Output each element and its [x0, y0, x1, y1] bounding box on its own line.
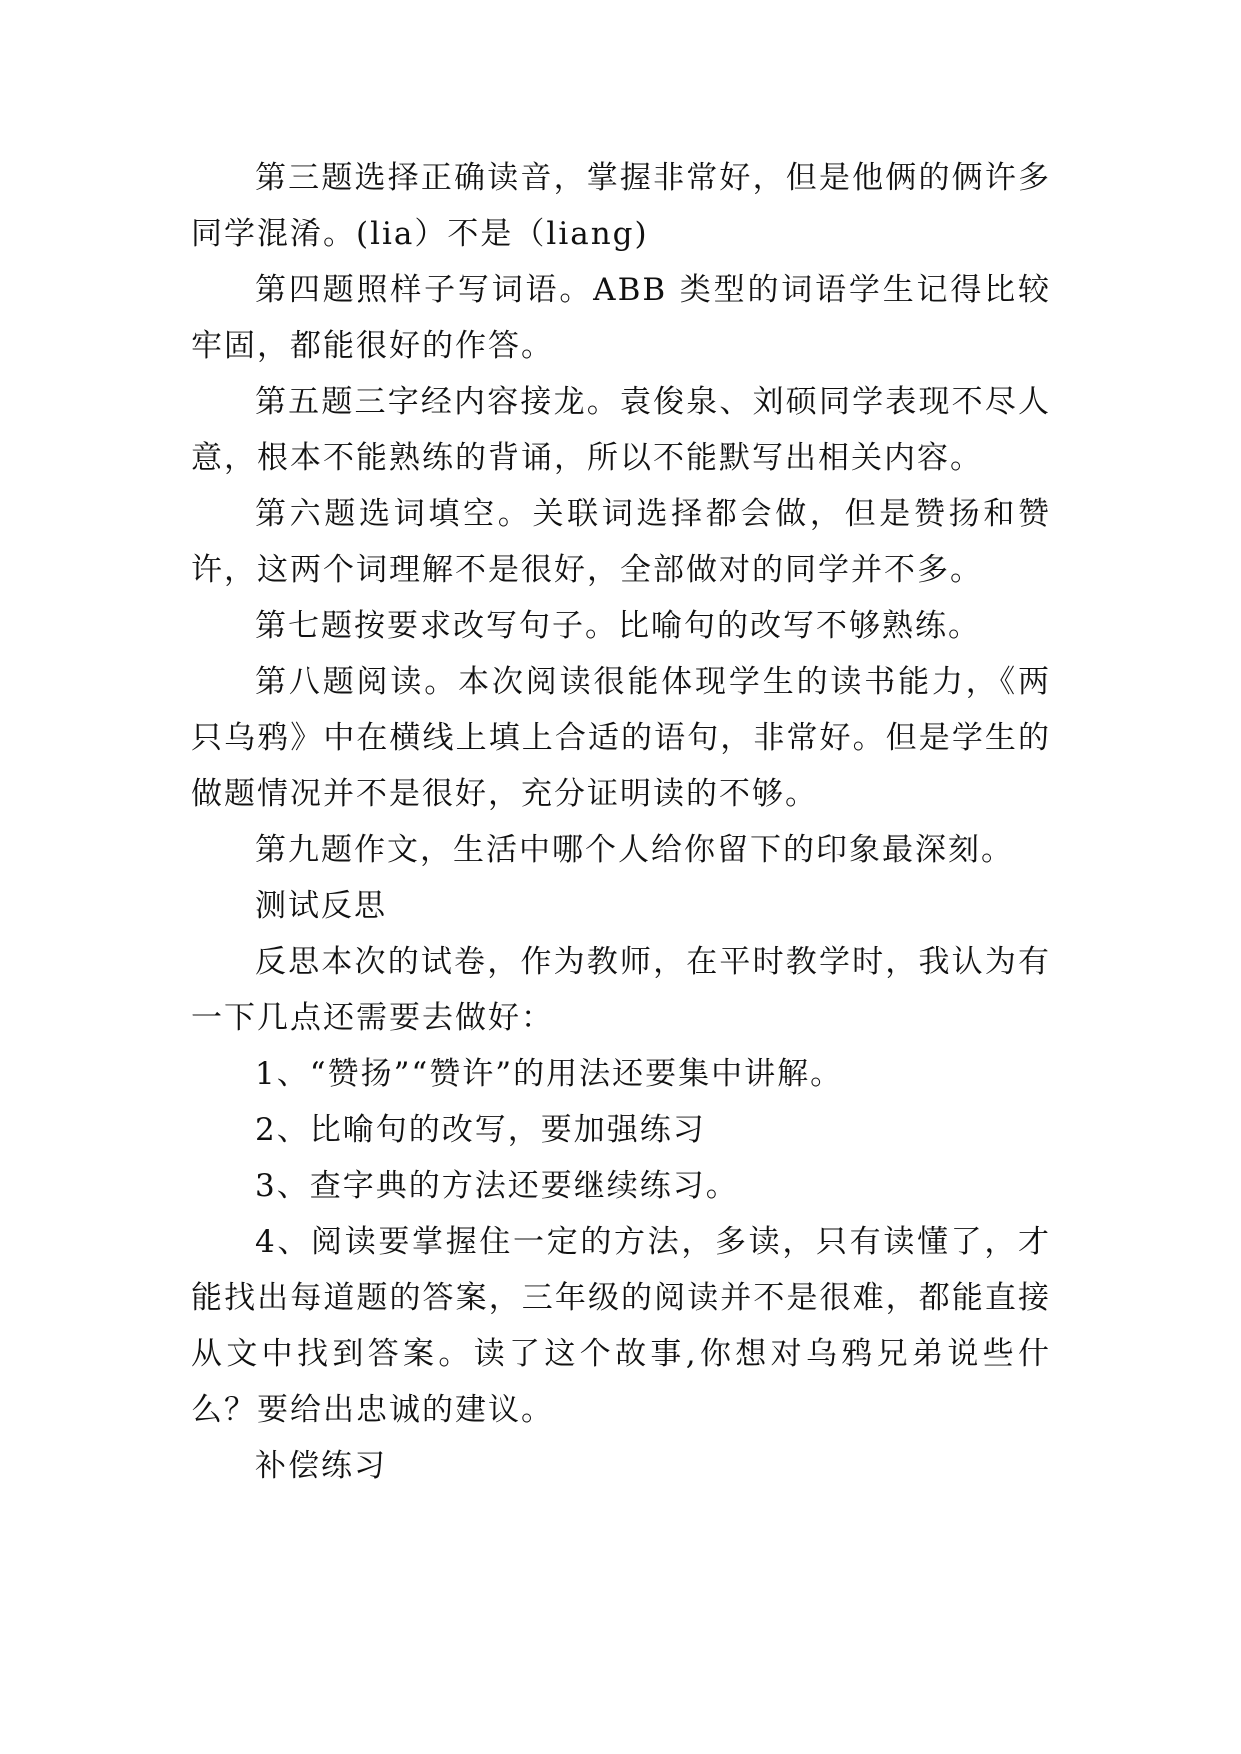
list-item-2: 2、比喻句的改写，要加强练习: [255, 1112, 706, 1148]
list-item-4: 4、阅读要掌握住一定的方法，多读，只有读懂了，才能找出每道题的答案，三年级的阅读并不是很难，都能直接从文中找到答案。读了这个故事,你想对乌鸦兄弟说些什么？要给出忠诚的建议。: [191, 1224, 1051, 1428]
paragraph-q6: 第六题选词填空。关联词选择都会做，但是赞扬和赞许，这两个词理解不是很好，全部做对的同学并不多。: [191, 496, 1051, 588]
section-heading-practice: 补偿练习: [255, 1448, 387, 1484]
document-body: [191, 150, 1051, 1494]
paragraph-q3: 第三题选择正确读音，掌握非常好，但是他俩的俩许多同学混淆。(lia）不是（liang): [191, 160, 1051, 252]
list-item-3: 3、查字典的方法还要继续练习。: [255, 1168, 739, 1204]
paragraph-q8: 第八题阅读。本次阅读很能体现学生的读书能力，《两只乌鸦》中在横线上填上合适的语句，非常好。但是学生的做题情况并不是很好，充分证明读的不够。: [191, 664, 1051, 812]
section-heading-reflection: 测试反思: [255, 888, 387, 924]
paragraph-q9: 第九题作文，生活中哪个人给你留下的印象最深刻。: [255, 832, 1014, 868]
paragraph-q7: 第七题按要求改写句子。比喻句的改写不够熟练。: [255, 608, 981, 644]
paragraph-q4: 第四题照样子写词语。ABB 类型的词语学生记得比较牢固，都能很好的作答。: [191, 272, 1051, 364]
paragraph-reflection-intro: 反思本次的试卷，作为教师，在平时教学时，我认为有一下几点还需要去做好：: [191, 944, 1051, 1036]
paragraph-q5: 第五题三字经内容接龙。袁俊泉、刘硕同学表现不尽人意，根本不能熟练的背诵，所以不能默写出相关内容。: [191, 384, 1051, 476]
list-item-1: 1、“赞扬”“赞许”的用法还要集中讲解。: [255, 1056, 844, 1092]
